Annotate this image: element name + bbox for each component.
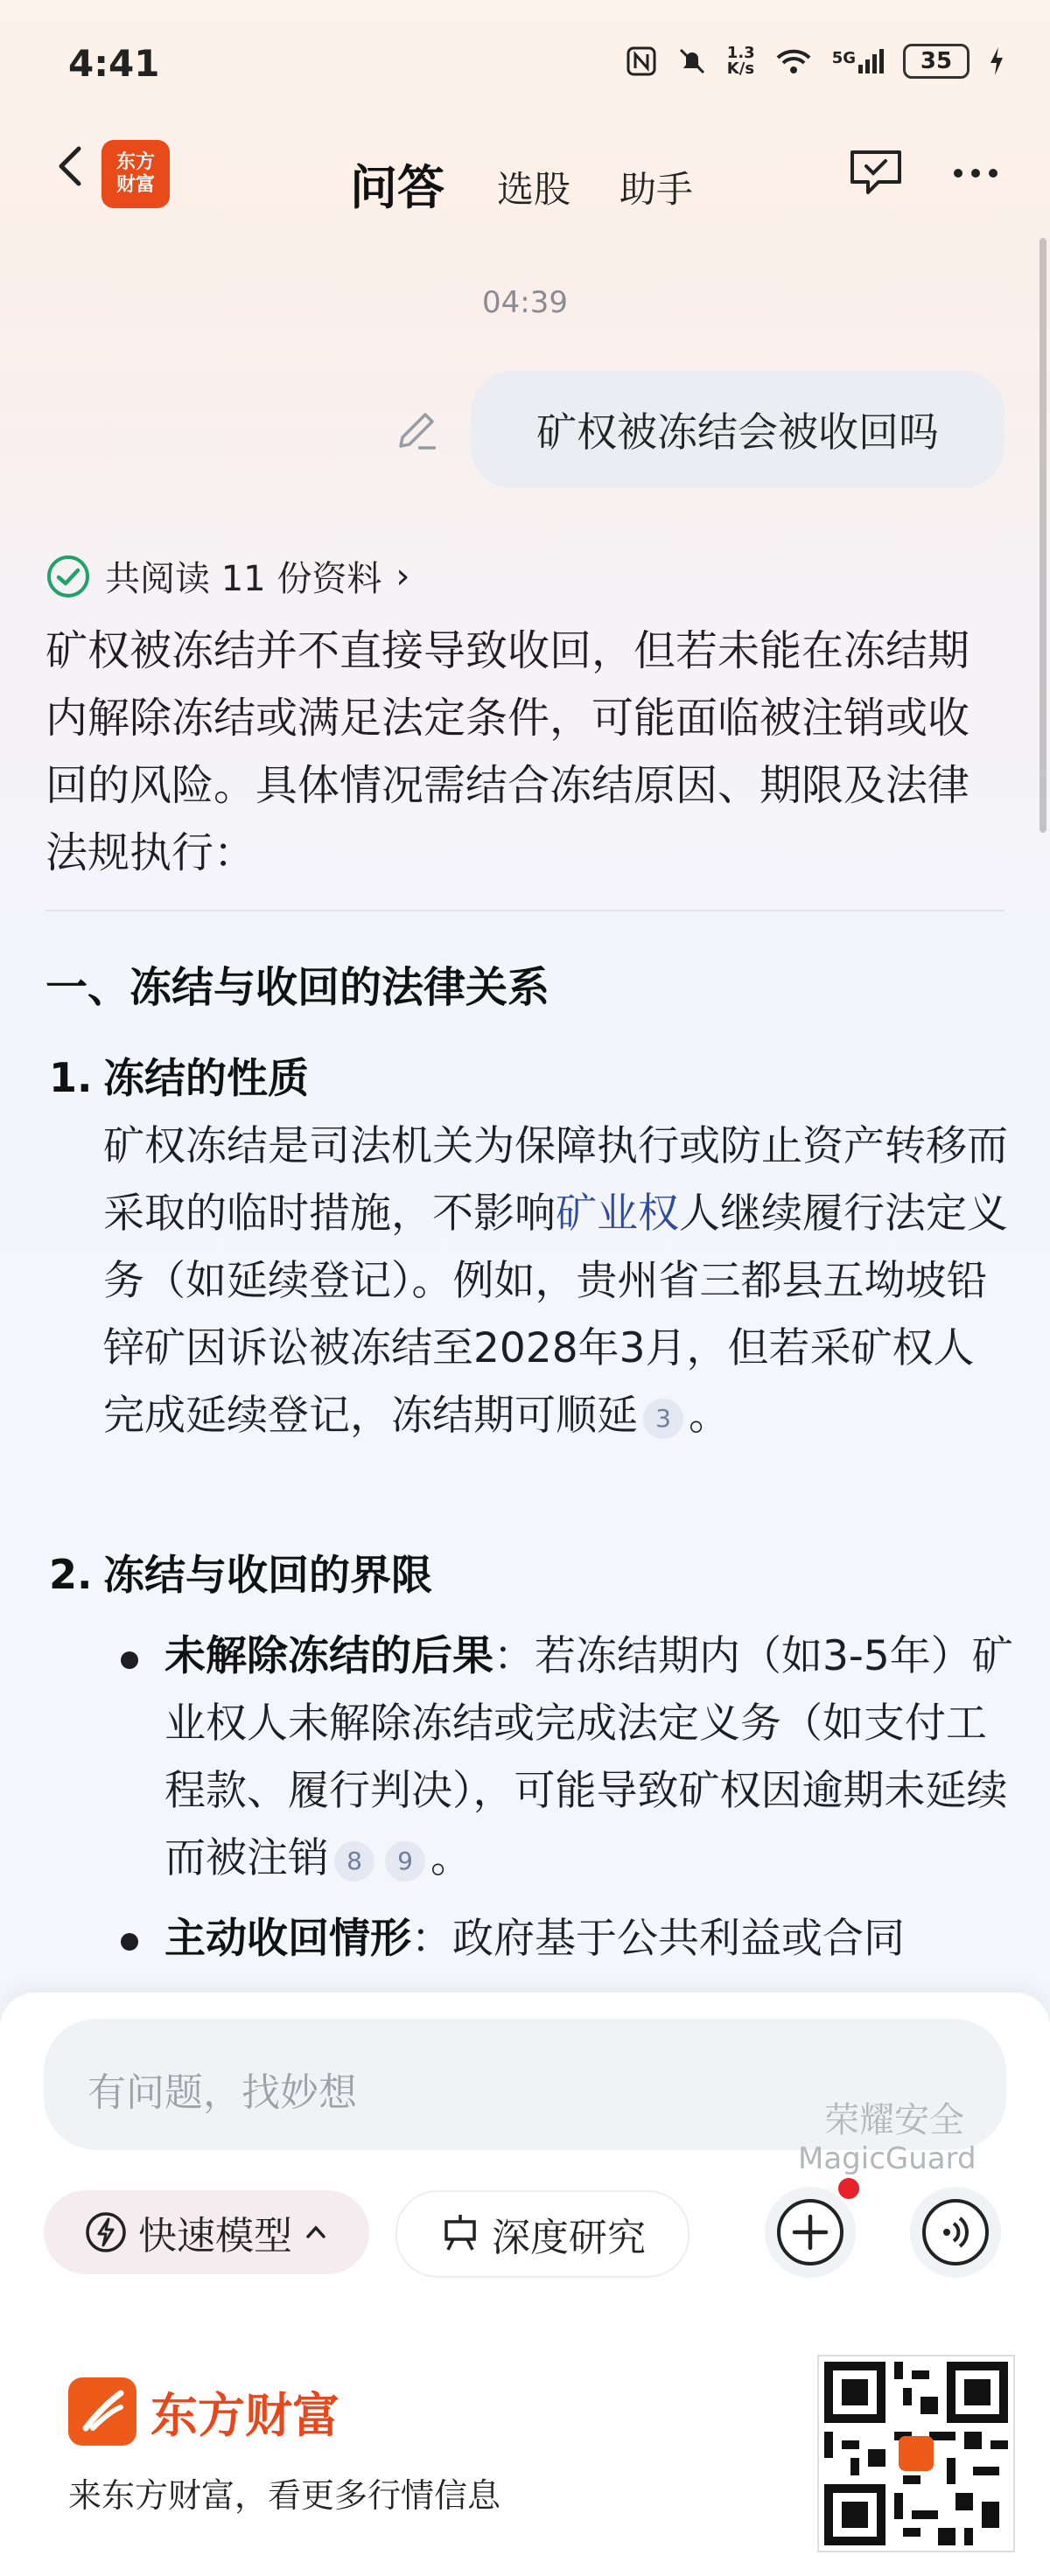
user-message-bubble: 矿权被冻结会被收回吗: [471, 371, 1004, 488]
signal-icon: 5G: [832, 49, 884, 73]
list-item-title: 冻结与收回的界限: [103, 1552, 432, 1600]
notification-dot: [838, 2178, 859, 2199]
add-button[interactable]: [765, 2187, 856, 2278]
bullet-item: 未解除冻结的后果：若冻结期内（如3-5年）矿业权人未解除冻结或完成法定义务（如支付工程款、履行判决），可能导致矿权因逾期未延续而被注销 8 9 。: [164, 1632, 1013, 1882]
bullet-item: 主动收回情形：政府基于公共利益或合同: [164, 1915, 905, 1963]
footer-tagline: 来东方财富，看更多行情信息: [68, 2476, 501, 2515]
input-placeholder: 有问题，找妙想: [88, 2070, 357, 2115]
security-watermark: 荣耀安全: [824, 2100, 964, 2140]
citation-badge[interactable]: 3: [643, 1399, 683, 1439]
net-speed: 1.3 K/s: [726, 44, 755, 78]
tab-assistant[interactable]: 助手: [620, 168, 694, 211]
app-logo: 东方 财富: [102, 140, 170, 208]
tab-qa[interactable]: 问答: [350, 160, 444, 215]
term-link[interactable]: 矿业权: [556, 1190, 679, 1238]
answer-intro: 矿权被冻结并不直接导致收回，但若未能在冻结期内解除冻结或满足法定条件，可能面临被注销或收回的风险。具体情况需结合冻结原因、期限及法律法规执行：: [46, 626, 970, 877]
bullet-dot: [121, 1933, 138, 1951]
message-timestamp: 04:39: [482, 285, 568, 320]
chevron-right-icon: ›: [396, 555, 410, 597]
footer-logo: [68, 2377, 340, 2446]
list-item-title: 冻结的性质: [103, 1055, 309, 1103]
list-number: 2.: [49, 1551, 93, 1598]
section-heading: 一、冻结与收回的法律关系: [46, 963, 550, 1012]
charging-icon: [989, 47, 1004, 75]
list-number: 1.: [49, 1054, 93, 1101]
citation-badge[interactable]: 8: [334, 1841, 374, 1881]
model-label: 快速模型: [138, 2214, 292, 2258]
research-label: 深度研究: [492, 2216, 646, 2260]
scrollbar[interactable]: [1040, 238, 1046, 833]
model-selector[interactable]: [44, 2190, 369, 2274]
deep-research-toggle[interactable]: [396, 2190, 690, 2278]
mute-icon: [676, 45, 708, 77]
back-arrow-icon[interactable]: [46, 140, 98, 192]
sources-link[interactable]: [46, 551, 410, 601]
chevron-up-icon: [303, 2219, 329, 2245]
tab-stock-picker[interactable]: 选股: [497, 168, 571, 211]
citation-badge[interactable]: 9: [385, 1841, 425, 1881]
security-watermark-en: MagicGuard: [798, 2141, 976, 2176]
footer-brand: 东方财富: [150, 2387, 340, 2443]
status-icons: [626, 44, 1004, 79]
lightning-circle-icon: [84, 2210, 128, 2254]
wifi-icon: [774, 45, 813, 77]
voice-button[interactable]: [910, 2187, 1001, 2278]
bullet-dot: [121, 1651, 138, 1669]
feedback-icon[interactable]: [845, 147, 906, 199]
voice-icon: [919, 2196, 992, 2269]
research-icon: [439, 2213, 481, 2255]
plus-circle-icon: [774, 2196, 847, 2269]
status-time: 4:41: [68, 42, 160, 85]
check-circle-icon: [46, 554, 91, 599]
list-item-body: 矿权冻结是司法机关为保障执行或防止资产转移而采取的临时措施，不影响矿业权人继续履行法定义务（如延续登记）。例如，贵州省三都县五坳坡铅锌矿因诉讼被冻结至2028年3月，但若采矿权人完成延续登记，冻结期可顺延 3 。: [103, 1122, 1008, 1440]
nfc-icon: [626, 45, 657, 77]
edit-icon[interactable]: [392, 404, 443, 455]
qr-code: [819, 2356, 1013, 2551]
brand-logo-icon: [68, 2377, 136, 2446]
sources-label: 共阅读 11 份资料: [105, 559, 382, 599]
more-icon[interactable]: [945, 147, 1006, 199]
battery-icon: 35: [903, 44, 970, 79]
divider: [46, 910, 1004, 911]
